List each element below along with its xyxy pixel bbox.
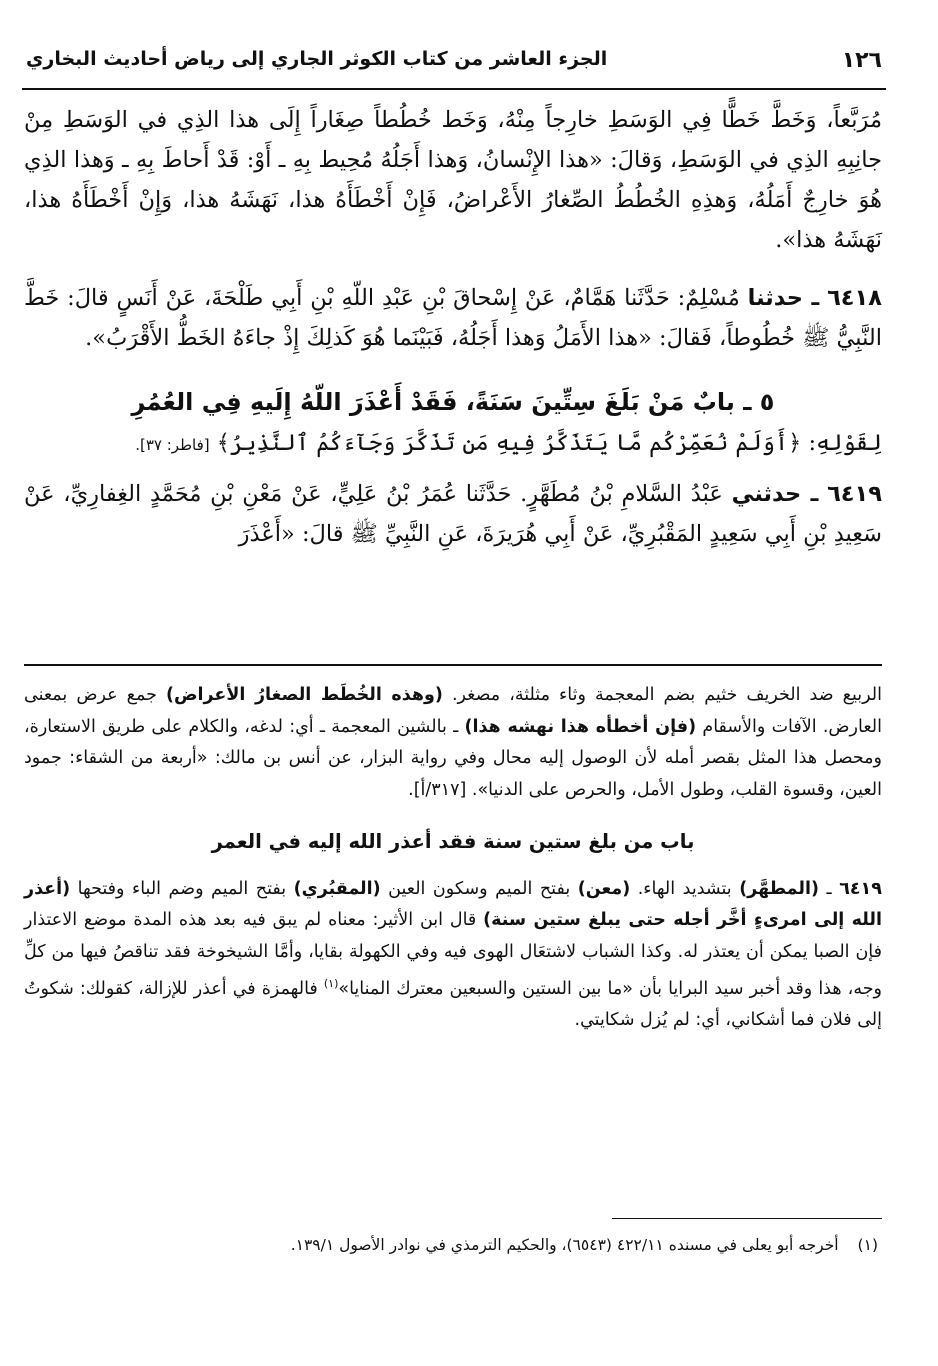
hadith-number: ٦٤١٨ (827, 285, 882, 311)
header-divider (22, 88, 886, 90)
hadith-continuation: مُرَبَّعاً، وَخَطَّ خَطًّا فِي الوَسَطِ خارِجاً مِنْهُ، وَخَط خُطُطاً صِغَاراً إِلَى هذا الذِي في الوَسَطِ مِنْ جانِبِهِ الذِي في الوَسَطِ، وَقالَ: «هذا الإِنْسانُ، وَهذا أَجَلُهُ مُحِيط بِهِ ـ أَوْ: قَدْ أَحاطَ بِهِ ـ وَهذا الذِي هُوَ خارِجٌ أَمَلُهُ، وَهذِهِ الخُطُطُ الصِّغارُ الأَعْراضُ، فَإِنْ أَخْطَأَهُ هذا، نَهَشَهُ هذا، وَإِنْ أَخْطَأَهُ هذا، نَهَشَهُ هذا». (24, 107, 882, 253)
hadith-text: عَبْدُ السَّلامِ بْنُ مُطَهَّرٍ. حَدَّثَنا عُمَرُ بْنُ عَلِيٍّ، عَنْ مَعْنِ بْنِ مُحَمَّدٍ الغِفارِيِّ، عَنْ سَعِيدِ بْنِ أَبِي سَعِيدٍ المَقْبُرِيِّ، عَنْ أَبِي هُرَيرَةَ، عَنِ النَّبِيِّ ﷺ قالَ: «أَعْذَرَ (24, 481, 882, 547)
commentary-divider (24, 664, 882, 666)
verse-text: لِقَوْلِهِ: ﴿أَوَلَمْ نُعَمِّرْكُم مَّا يَتَذَكَّرُ فِيهِ مَن تَذَكَّرَ وَجَآءَكُمُ ٱلنَّذِيرُ﴾ (216, 430, 882, 456)
footnote (24, 1232, 878, 1258)
commentary-term: (المطهَّر) (739, 878, 819, 899)
hadith-lead: ـ حدثني (731, 481, 819, 507)
commentary-term: (فإن أخطأه هذا نهشه هذا) (464, 716, 697, 737)
commentary-term: (أعذر الله إلى امرىءٍ أخَّر أجله حتى يبلغ ستين سنة) (24, 878, 882, 930)
footnote-marker: (١) (323, 977, 339, 990)
quran-verse (24, 424, 882, 464)
commentary-chapter-heading: باب من بلغ ستين سنة فقد أعذر الله إليه في العمر (211, 830, 695, 853)
hadith-6419 (24, 474, 882, 554)
hadith-number: ٦٤١٩ (827, 481, 882, 507)
commentary-term: (المقبُري) (293, 878, 381, 899)
commentary-text: ـ (826, 878, 832, 899)
hadith-lead: ـ حدثنا (747, 285, 820, 311)
commentary-text: جمع عرض بمعنى العارض. الآفات والأسقام (24, 685, 882, 737)
commentary-text: بتشديد الهاء. (637, 878, 732, 899)
commentary-section (24, 680, 882, 1037)
commentary-text: ـ بالشين المعجمة ـ أي: لدغه، والكلام على طريق الاستعارة، ومحصل هذا المثل بقصر أمله لأن الوصول إليه محال وفي رواية البزار، عن أنس بن مالك: «أربعة من الشقاء: جمود العين، وقسوة القلب، وطول الأمل، والحرص على الدنيا». [٣١٧/أ]. (24, 716, 882, 800)
commentary-paragraph (24, 680, 882, 806)
page-number: ١٢٦ (841, 48, 882, 73)
hadith-text: مُسْلِمٌ: حَدَّثَنا هَمَّامٌ، عَنْ إِسْحاقَ بْنِ عَبْدِ اللّهِ بْنِ أَبِي طَلْحَةَ، عَنْ أَنَسٍ قالَ: خَطَّ النَّبِيُّ ﷺ خُطُوطاً، فَقالَ: «هذا الأَمَلُ وَهذا أَجَلُهُ، فَبَيْنَما هُوَ كَذلِكَ إِذْ جاءَهُ الخَطُّ الأَقْرَبُ». (24, 285, 882, 351)
commentary-text: بفتح الميم وسكون العين (388, 878, 571, 899)
commentary-term: (معن) (577, 878, 631, 899)
running-title: الجزء العاشر من كتاب الكوثر الجاري إلى رياض أحاديث البخاري (26, 48, 608, 70)
commentary-text: الربيع ضد الخريف خثيم بضم المعجمة وثاء مثلثة، مصغر. (451, 685, 882, 705)
commentary-term: (وهذه الخُطَط الصغارُ الأعراض) (165, 685, 443, 705)
main-text (24, 100, 882, 554)
footnote-number: (١) (857, 1236, 878, 1254)
page-header (22, 40, 886, 80)
commentary-text: قال ابن الأثير: معناه لم يبق فيه بعد هذه المدة موضع الاعتذار فإن الصبا يمكن أن يعتذر له. وكذا الشباب لاشتعَال الهوى فيه وفي الكهولة بقايا، وأمَّا الشيخوخة فقد تناقصُ فيها من كلِّ وجه، هذا وقد أخبر سيد البرايا بأن «ما بين الستين والسبعين معترك المنايا» (24, 910, 882, 999)
footnote-text: أخرجه أبو يعلى في مسنده ٤٢٢/١١ (٦٥٤٣)، والحكيم الترمذي في نوادر الأصول ١٣٩/١. (290, 1236, 839, 1254)
commentary-text: بفتح الميم وضم الباء وفتحها (77, 878, 287, 899)
commentary-text: فالهمزة في أعذر للإزالة، كقولك: شكوتُ إلى فلان فما أشكاني، أي: لم يُزل شكايتي. (24, 978, 882, 1031)
hadith-6418 (24, 278, 882, 358)
hadith-number: ٦٤١٩ (839, 878, 882, 899)
commentary-paragraph (24, 874, 882, 1037)
chapter-heading: ٥ ـ بابٌ مَنْ بَلَغَ سِتِّينَ سَنَةً، فَقَدْ أَعْذَرَ اللّهُ إِلَيهِ فِي العُمُرِ (131, 388, 775, 416)
footnote-divider (612, 1218, 882, 1219)
verse-reference: [فاطر: ٣٧]. (135, 436, 210, 454)
